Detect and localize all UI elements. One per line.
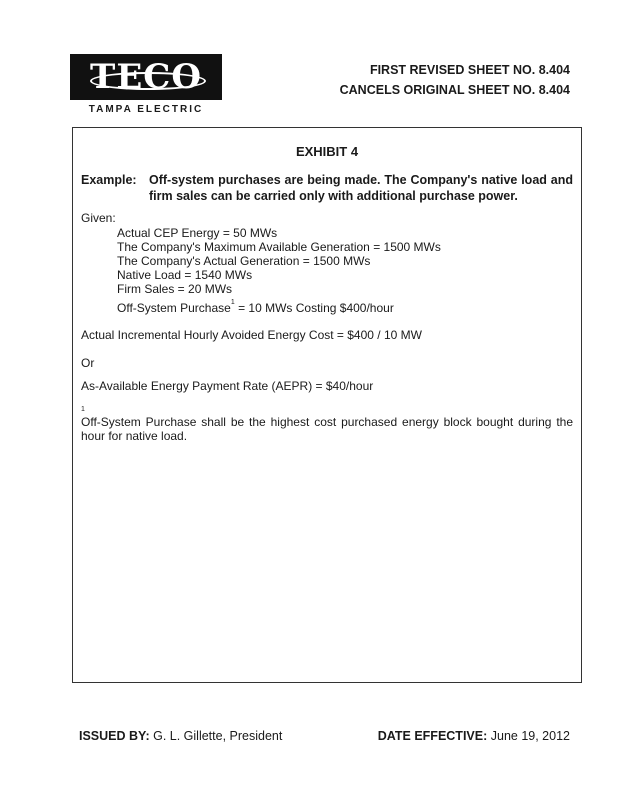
sheet-line-revised: FIRST REVISED SHEET NO. 8.404 — [369, 63, 570, 77]
example-section — [81, 172, 573, 204]
date-label: DATE EFFECTIVE: — [377, 729, 488, 743]
given-item: The Company's Maximum Available Generation = 1500 MWs — [117, 239, 441, 254]
given-item: The Company's Actual Generation = 1500 MWs — [117, 253, 371, 268]
or-line: Or — [81, 356, 95, 370]
given-list — [117, 227, 441, 316]
given-label: Given: — [81, 211, 116, 225]
date-value: June 19, 2012 — [490, 729, 570, 743]
offsystem-purchase-line — [117, 299, 441, 316]
issued-by — [79, 729, 282, 743]
exhibit-title: EXHIBIT 4 — [295, 144, 359, 159]
footnote-text: Off-System Purchase shall be the highest cost purchased energy block bought during the hour for native load. — [81, 415, 573, 443]
footnote-ref: 1 — [230, 299, 235, 307]
issued-value: G. L. Gillette, President — [153, 729, 283, 743]
offsystem-suffix: = 10 MWs Costing $400/hour — [234, 301, 394, 316]
sheet-line-cancels: CANCELS ORIGINAL SHEET NO. 8.404 — [339, 83, 570, 97]
offsystem-prefix: Off-System Purchase — [117, 301, 231, 316]
given-item: Native Load = 1540 MWs — [117, 267, 253, 282]
sheet-number-block — [340, 60, 570, 100]
issued-label: ISSUED BY: — [79, 729, 150, 743]
aepr-line: As-Available Energy Payment Rate (AEPR) = $40/hour — [81, 379, 374, 393]
footnote-marker: 1 — [81, 406, 85, 413]
logo-brand: TECO — [90, 57, 202, 97]
example-text: Off-system purchases are being made. The Company's native load and firm sales can be carried only with additional purchase power. — [149, 173, 573, 203]
logo-mark — [70, 54, 222, 100]
logo-subtitle: TAMPA ELECTRIC — [88, 104, 204, 115]
given-item: Actual CEP Energy = 50 MWs — [117, 226, 278, 240]
example-label: Example: — [81, 173, 137, 187]
incremental-cost-line: Actual Incremental Hourly Avoided Energy Cost = $400 / 10 MW — [81, 328, 422, 342]
teco-logo — [70, 54, 222, 115]
given-item: Firm Sales = 20 MWs — [117, 281, 233, 296]
date-effective — [378, 729, 570, 743]
exhibit-frame — [72, 127, 582, 683]
